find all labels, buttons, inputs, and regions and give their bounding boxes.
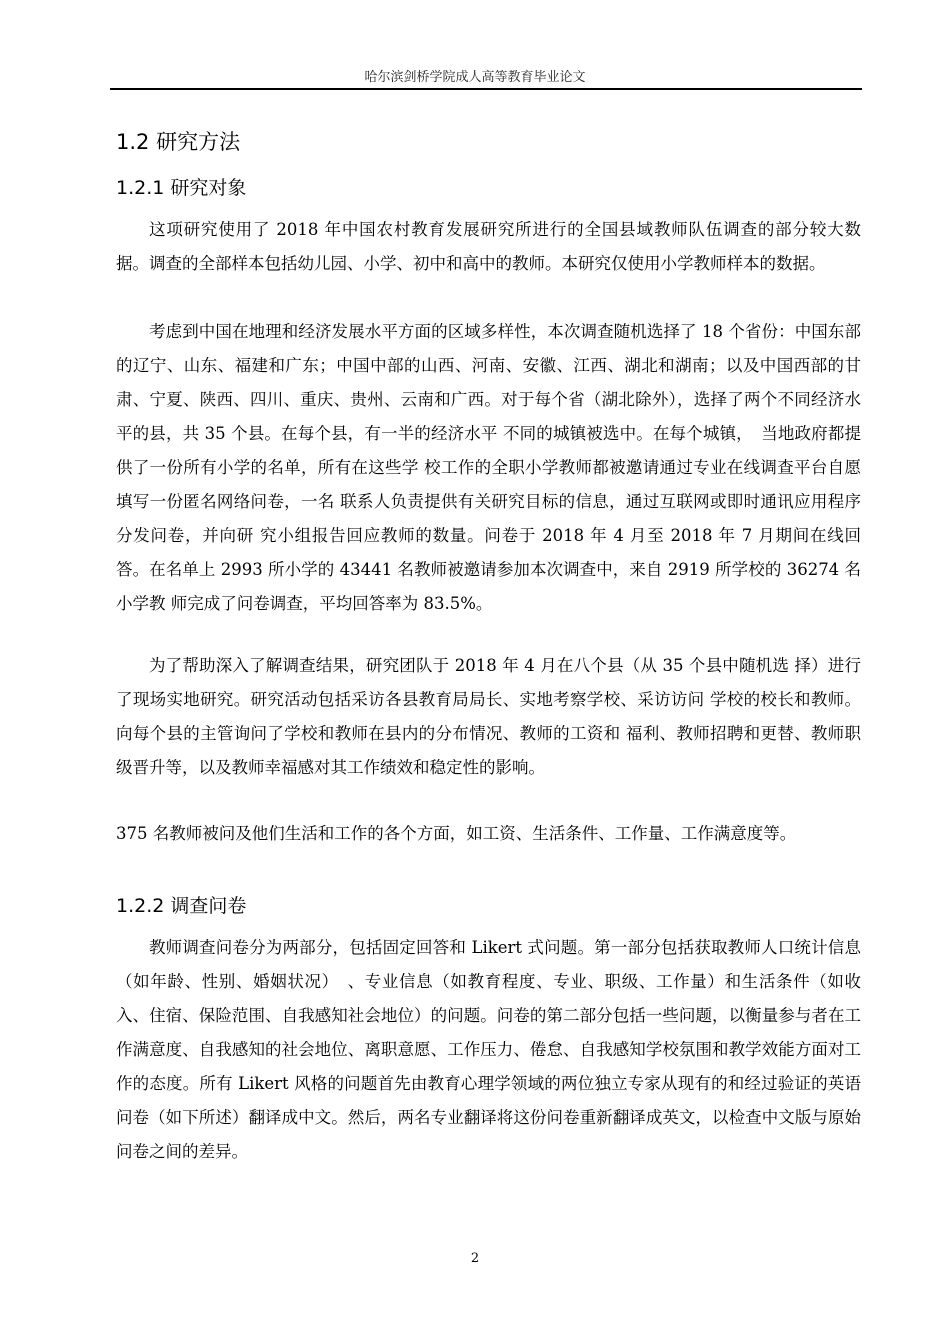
paragraph-3: 为了帮助深入了解调查结果，研究团队于 2018 年 4 月在八个县（从 35 个县中随机选 择）进行了现场实地研究。研究活动包括采访各县教育局局长、实地考察学校、采访访问 学校的校长和教师。向每个县的主管询问了学校和教师在县内的分布情况、教师的工资和 福利、教师招聘和更替、教师职级晋升等，以及教师幸福感对其工作绩效和稳定性的影响。 xyxy=(116,656,861,777)
paragraph-2: 考虑到中国在地理和经济发展水平方面的区域多样性，本次调查随机选择了 18 个省份：中国东部的辽宁、山东、福建和广东；中国中部的山西、河南、安徽、江西、湖北和湖南；以及中国西部的甘肃、宁夏、陕西、四川、重庆、贵州、云南和广西。对于每个省（湖北除外），选择了两个不同经济水平的县，共 35 个县。在每个县，有一半的经济水平 不同的城镇被选中。在每个城镇， 当地政府都提供了一份所有小学的名单，所有在这些学 校工作的全职小学教师都被邀请通过专业在线调查平台自愿填写一份匿名网络问卷，一名 联系人负责提供有关研究目标的信息，通过互联网或即时通讯应用程序分发问卷，并向研 究小组报告回应教师的数量。问卷于 2018 年 4 月至 2018 年 7 月期间在线回答。在名单上 2993 所小学的 43441 名教师被邀请参加本次调查中，来自 2919 所学校的 36274 名小学教 师完成了问卷调查，平均回答率为 83.5%。 xyxy=(116,322,861,613)
paragraph-1: 这项研究使用了 2018 年中国农村教育发展研究所进行的全国县域教师队伍调查的部分较大数据。调查的全部样本包括幼儿园、小学、初中和高中的教师。本研究仅使用小学教师样本的数据。 xyxy=(116,220,861,273)
page-number: 2 xyxy=(470,1251,480,1266)
header-rule xyxy=(110,88,862,90)
paragraph-4: 375 名教师被问及他们生活和工作的各个方面，如工资、生活条件、工作量、工作满意度等。 xyxy=(116,824,797,843)
subsection-heading-research-subjects: 1.2.1 研究对象 xyxy=(116,177,247,199)
subsection-heading-questionnaire: 1.2.2 调查问卷 xyxy=(116,895,247,917)
paragraph-5: 教师调查问卷分为两部分，包括固定回答和 Likert 式问题。第一部分包括获取教师人口统计信息（如年龄、性别、婚姻状况） 、专业信息（如教育程度、专业、职级、工作量）和生活条件（如收入、住宿、保险范围、自我感知社会地位）的问题。问卷的第二部分包括一些问题，以衡量参与者在工作满意度、自我感知的社会地位、离职意愿、工作压力、倦怠、自我感知学校氛围和教学效能方面对工作的态度。所有 Likert 风格的问题首先由教育心理学领域的两位独立专家从现有的和经过验证的英语问卷（如下所述）翻译成中文。然后，两名专业翻译将这份问卷重新翻译成英文，以检查中文版与原始问卷之间的差异。 xyxy=(116,938,861,1161)
section-heading: 1.2 研究方法 xyxy=(116,130,241,154)
running-header: 哈尔滨剑桥学院成人高等教育毕业论文 xyxy=(364,70,586,85)
